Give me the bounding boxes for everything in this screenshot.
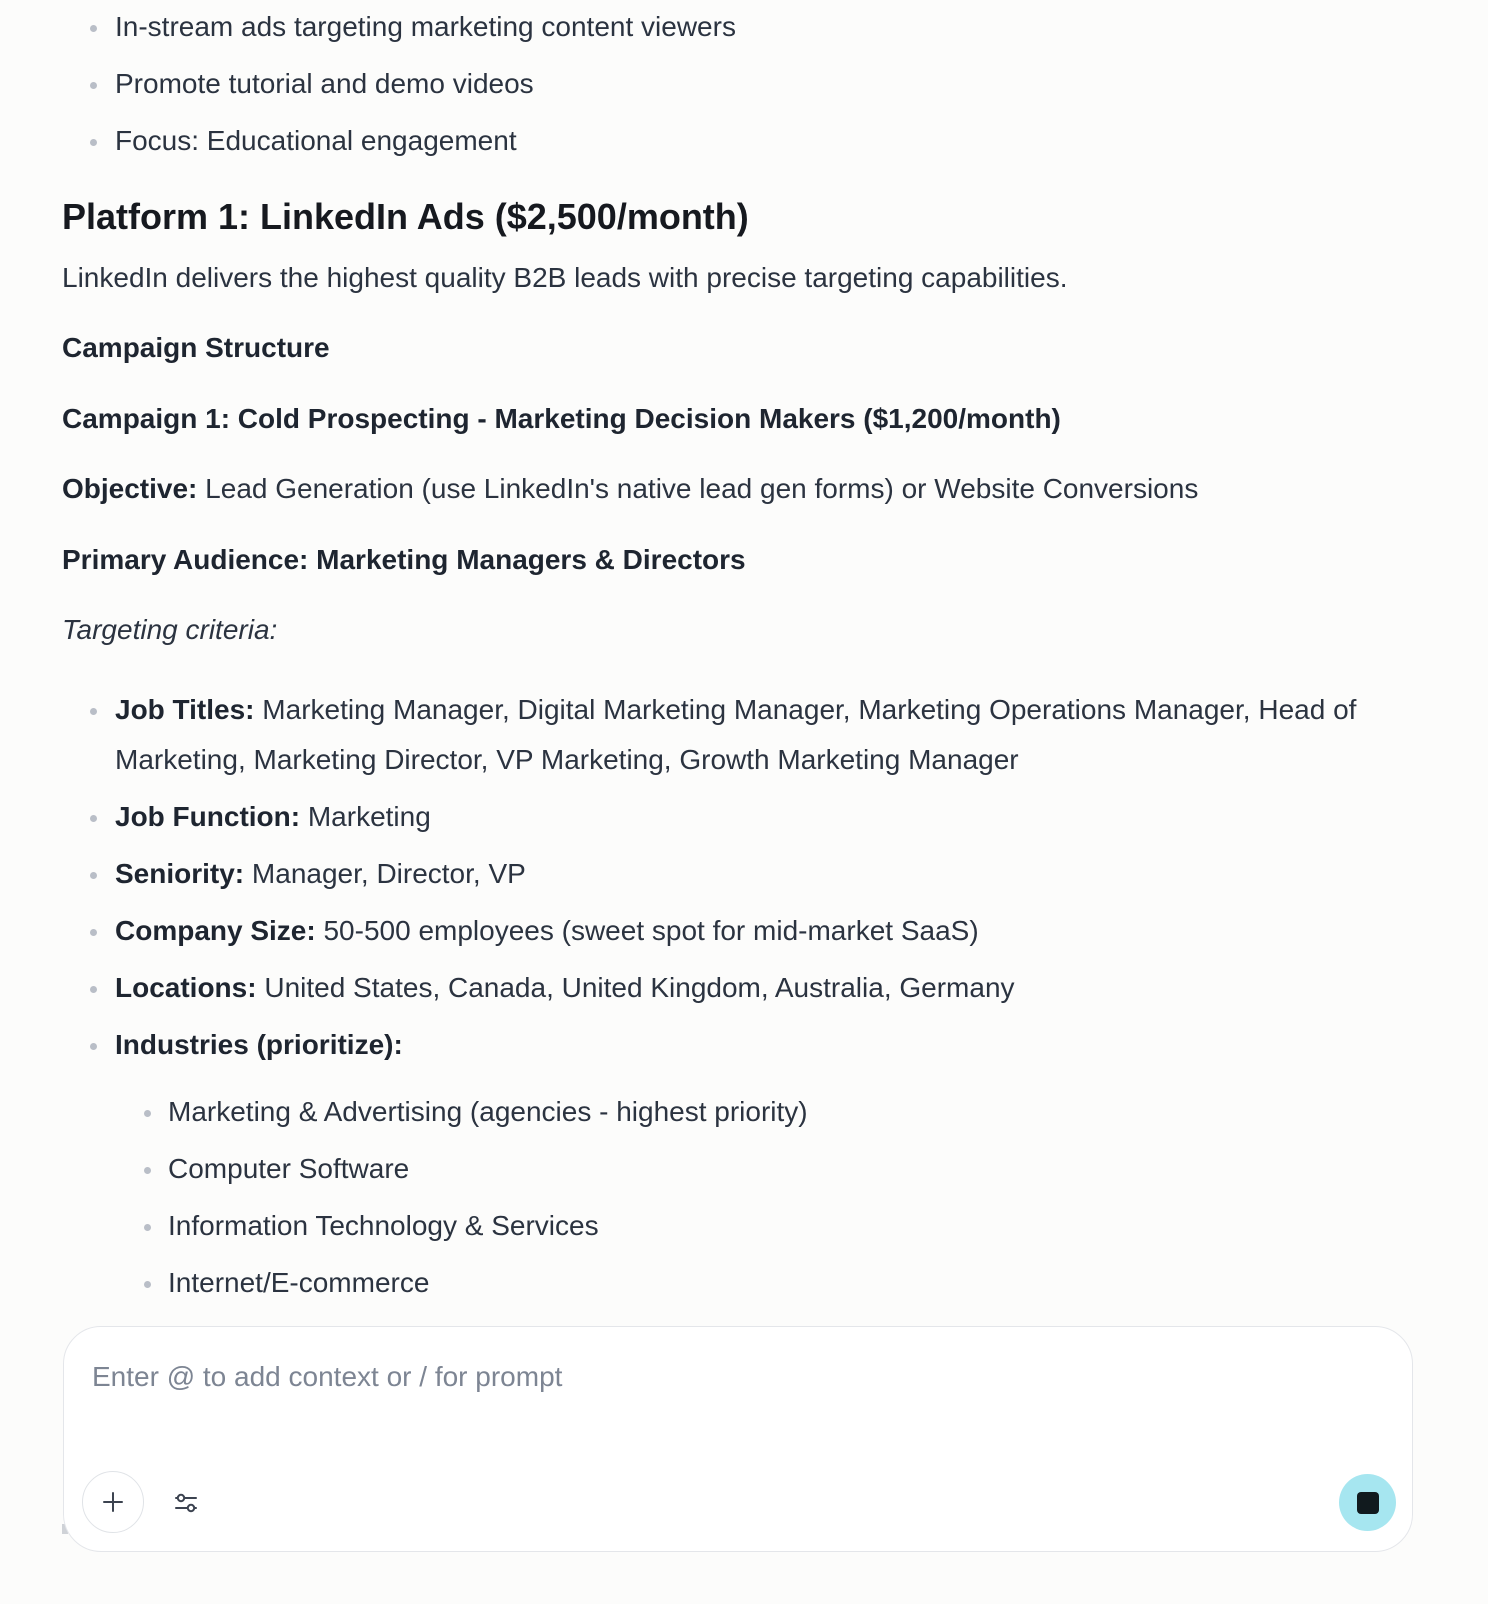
criteria-text: 50-500 employees (sweet spot for mid-market SaaS) [315,915,979,946]
objective-label: Objective: [62,473,198,504]
campaign-1-heading: Campaign 1: Cold Prospecting - Marketing Decision Makers ($1,200/month) [62,403,1061,434]
criteria-label: Company Size: [115,915,316,946]
targeting-label: Targeting criteria: [62,614,278,645]
criteria-label: Locations: [115,972,257,1003]
list-item: Marketing & Advertising (agencies - highest priority) [62,1087,1402,1137]
add-context-button[interactable] [82,1471,144,1533]
objective-line [62,469,1198,509]
criteria-text: Marketing Manager, Digital Marketing Manager, Marketing Operations Manager, Head of Marketing, Marketing Director, VP Marketing, Growth Marketing Manager [115,694,1357,775]
stop-generation-button[interactable] [1339,1474,1396,1531]
industries-list [62,1087,1402,1308]
stop-icon [1357,1492,1379,1514]
top-bullet-list [62,2,1432,166]
targeting-criteria-list [62,685,1402,1070]
criteria-text: United States, Canada, United Kingdom, Australia, Germany [256,972,1015,1003]
platform-intro: LinkedIn delivers the highest quality B2B leads with precise targeting capabilities. [62,262,1068,293]
criteria-label: Job Function: [115,801,301,832]
list-item: Information Technology & Services [62,1201,1402,1251]
criteria-label: Job Titles: [115,694,255,725]
criteria-item-industries [62,1020,1402,1070]
criteria-item-seniority [62,849,1402,899]
objective-text: Lead Generation (use LinkedIn's native lead gen forms) or Website Conversions [197,473,1199,504]
list-item: In-stream ads targeting marketing content viewers [62,2,1432,52]
plus-icon [101,1490,125,1514]
list-item: Computer Software [62,1144,1402,1194]
list-item: Internet/E-commerce [62,1258,1402,1308]
criteria-item-locations [62,963,1402,1013]
sliders-icon [173,1490,199,1516]
settings-button[interactable] [168,1485,204,1521]
criteria-text: Manager, Director, VP [244,858,526,889]
criteria-label: Industries (prioritize): [115,1029,403,1060]
criteria-item-job-function [62,792,1402,842]
criteria-item-job-titles [62,685,1402,785]
criteria-item-company-size [62,906,1402,956]
list-item: Focus: Educational engagement [62,116,1432,166]
platform-heading: Platform 1: LinkedIn Ads ($2,500/month) [62,196,749,237]
criteria-label: Seniority: [115,858,245,889]
composer-input[interactable]: Enter @ to add context or / for prompt [92,1361,563,1392]
campaign-structure-heading: Campaign Structure [62,332,330,363]
primary-audience-heading: Primary Audience: Marketing Managers & Directors [62,544,746,575]
criteria-text: Marketing [300,801,431,832]
list-item: Promote tutorial and demo videos [62,59,1432,109]
chat-composer[interactable] [63,1326,1413,1552]
